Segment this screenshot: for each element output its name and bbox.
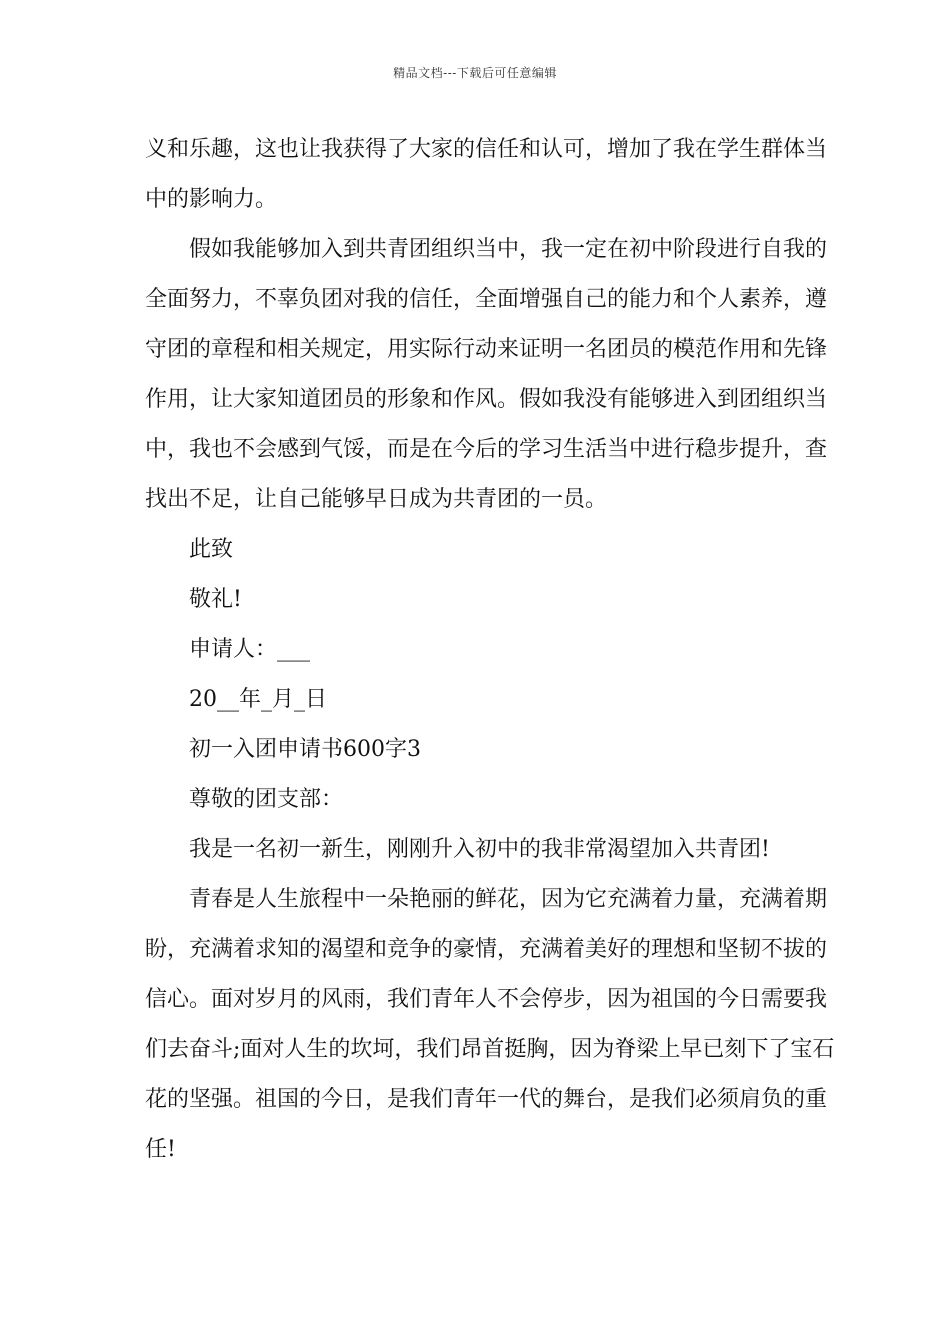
paragraph-youth: 青春是人生旅程中一朵艳丽的鲜花，因为它充满着力量，充满着期盼，充满着求知的渴望和竞争的豪情，充满着美好的理想和坚韧不拔的信心。面对岁月的风雨，我们青年人不会停步，因为祖国的今日需要我们去奋斗;面对人生的坎坷，我们昂首挺胸，因为脊梁上早已刻下了宝石花的坚强。祖国的今日，是我们青年一代的舞台，是我们必须肩负的重任! [145, 887, 835, 1162]
closing-jingli: 敬礼! [189, 587, 242, 612]
date-line: 20__年_月_日 [189, 687, 327, 712]
paragraph-intro: 我是一名初一新生，刚刚升入初中的我非常渴望加入共青团! [189, 837, 770, 862]
applicant-line: 申请人：___ [189, 637, 311, 662]
salutation: 尊敬的团支部： [189, 787, 344, 812]
closing-cizhi: 此致 [189, 537, 234, 562]
paragraph-continued: 义和乐趣，这也让我获得了大家的信任和认可，增加了我在学生群体当中的影响力。 [145, 137, 828, 212]
section-title: 初一入团申请书600字3 [189, 737, 421, 762]
document-body [145, 125, 835, 1175]
paragraph-commitment: 假如我能够加入到共青团组织当中，我一定在初中阶段进行自我的全面努力，不辜负团对我的信任，全面增强自己的能力和个人素养，遵守团的章程和相关规定，用实际行动来证明一名团员的模范作用和先锋作用，让大家知道团员的形象和作风。假如我没有能够进入到团组织当中，我也不会感到气馁，而是在今后的学习生活当中进行稳步提升，查找出不足，让自己能够早日成为共青团的一员。 [145, 237, 828, 512]
page-header: 精品文档---下载后可任意编辑 [393, 66, 557, 80]
